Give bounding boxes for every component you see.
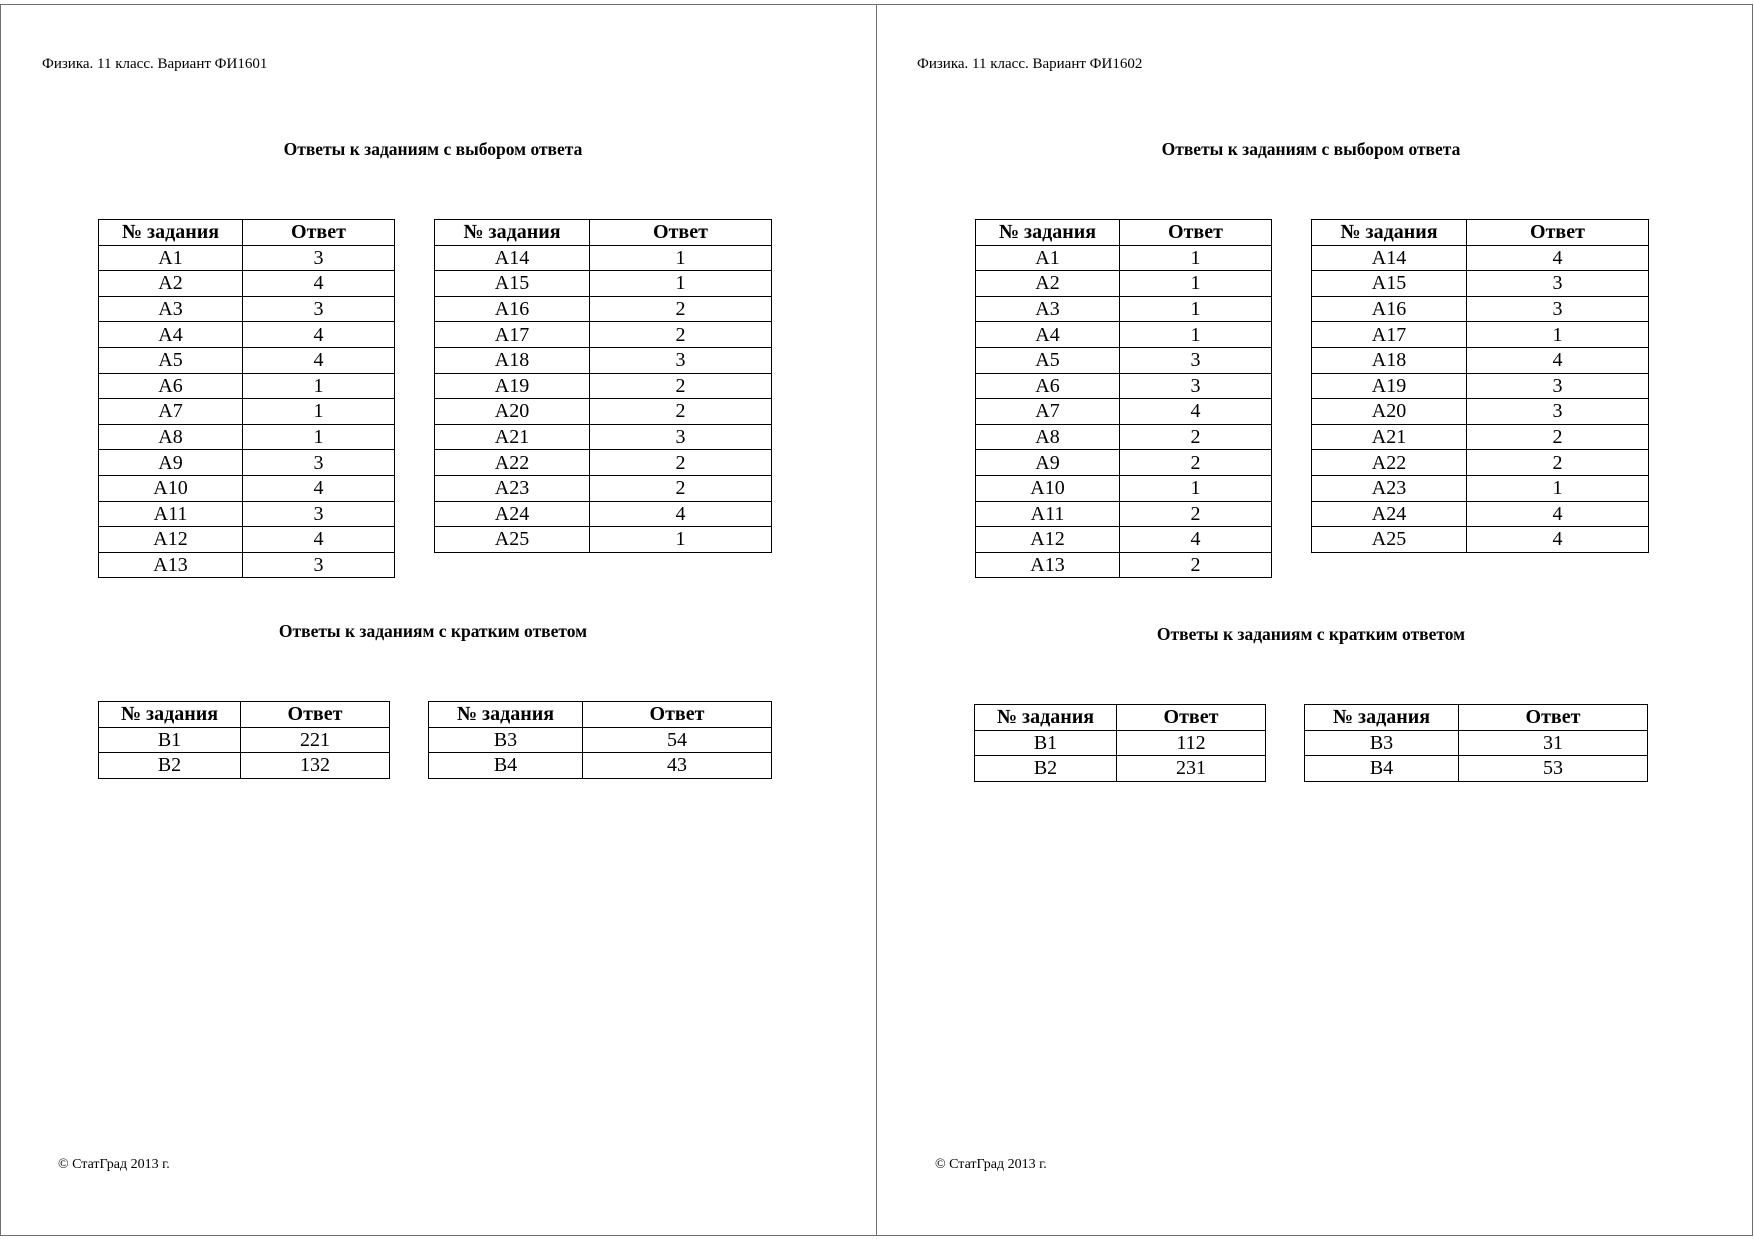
column-header-task: № задания (99, 220, 243, 246)
task-number-cell: A11 (976, 501, 1120, 527)
answer-cell: 4 (1467, 245, 1649, 271)
task-number-cell: A25 (1312, 527, 1467, 553)
table-row (99, 271, 395, 297)
table-row (435, 296, 772, 322)
table-row (976, 501, 1272, 527)
table-row (1312, 347, 1649, 373)
answer-cell: 112 (1117, 730, 1266, 756)
answer-cell: 1 (1120, 245, 1272, 271)
table-header-row (99, 220, 395, 246)
answer-cell: 1 (243, 399, 395, 425)
column-header-answer: Ответ (1117, 705, 1266, 731)
table-header-row (429, 702, 772, 728)
table-row (1305, 756, 1648, 782)
short-answers-table-1 (974, 704, 1266, 782)
table-row (435, 271, 772, 297)
task-number-cell: A3 (99, 296, 243, 322)
table-row (99, 296, 395, 322)
answer-cell: 2 (590, 296, 772, 322)
answer-cell: 4 (590, 501, 772, 527)
column-header-task: № задания (975, 705, 1117, 731)
table-row (1312, 245, 1649, 271)
task-number-cell: A22 (435, 450, 590, 476)
answer-cell: 4 (243, 527, 395, 553)
answer-cell: 3 (590, 424, 772, 450)
answer-cell: 4 (243, 475, 395, 501)
task-number-cell: A14 (1312, 245, 1467, 271)
task-number-cell: B2 (975, 756, 1117, 782)
table-row (976, 527, 1272, 553)
answer-cell: 2 (1120, 552, 1272, 578)
task-number-cell: A11 (99, 501, 243, 527)
table-row (429, 727, 772, 753)
column-header-task: № задания (429, 702, 583, 728)
answer-cell: 221 (241, 727, 390, 753)
answer-cell: 4 (1467, 527, 1649, 553)
column-header-answer: Ответ (583, 702, 772, 728)
table-row (435, 424, 772, 450)
answer-cell: 3 (243, 552, 395, 578)
column-header-task: № задания (976, 220, 1120, 246)
answer-cell: 2 (1120, 424, 1272, 450)
table-row (975, 756, 1266, 782)
answer-cell: 2 (590, 322, 772, 348)
table-row (99, 475, 395, 501)
task-number-cell: B1 (99, 727, 241, 753)
table-row (435, 373, 772, 399)
short-answers-table-2 (1304, 704, 1648, 782)
table-row (99, 527, 395, 553)
answer-cell: 1 (1120, 322, 1272, 348)
task-number-cell: A16 (1312, 296, 1467, 322)
table-row (435, 399, 772, 425)
answer-cell: 2 (1120, 450, 1272, 476)
column-header-answer: Ответ (241, 702, 390, 728)
task-number-cell: A7 (99, 399, 243, 425)
answer-cell: 2 (590, 475, 772, 501)
table-row (976, 245, 1272, 271)
short-answers-table-1 (98, 701, 390, 779)
column-header-task: № задания (1312, 220, 1467, 246)
column-header-task: № задания (99, 702, 241, 728)
answer-cell: 1 (590, 527, 772, 553)
table-header-row (976, 220, 1272, 246)
task-number-cell: B1 (975, 730, 1117, 756)
answer-cell: 1 (590, 245, 772, 271)
task-number-cell: A24 (435, 501, 590, 527)
page-variant-1602 (877, 0, 1753, 1239)
task-number-cell: A17 (1312, 322, 1467, 348)
task-number-cell: A9 (976, 450, 1120, 476)
answer-cell: 3 (1120, 347, 1272, 373)
table-row (99, 450, 395, 476)
task-number-cell: A18 (1312, 347, 1467, 373)
answer-cell: 1 (1120, 475, 1272, 501)
task-number-cell: A25 (435, 527, 590, 553)
table-row (99, 501, 395, 527)
table-row (976, 552, 1272, 578)
answer-cell: 1 (1467, 475, 1649, 501)
choice-answers-table-1 (98, 219, 395, 578)
column-header-answer: Ответ (243, 220, 395, 246)
task-number-cell: A12 (976, 527, 1120, 553)
column-header-task: № задания (1305, 705, 1459, 731)
table-row (435, 245, 772, 271)
answer-cell: 4 (243, 322, 395, 348)
choice-answers-table-2 (434, 219, 772, 553)
task-number-cell: A7 (976, 399, 1120, 425)
task-number-cell: A1 (99, 245, 243, 271)
task-number-cell: A15 (435, 271, 590, 297)
task-number-cell: A1 (976, 245, 1120, 271)
table-row (435, 347, 772, 373)
task-number-cell: A10 (976, 475, 1120, 501)
answer-cell: 1 (1120, 296, 1272, 322)
table-row (976, 450, 1272, 476)
task-number-cell: A8 (976, 424, 1120, 450)
table-row (1312, 296, 1649, 322)
answer-cell: 2 (1467, 450, 1649, 476)
task-number-cell: A23 (435, 475, 590, 501)
table-header-row (1305, 705, 1648, 731)
column-header-task: № задания (435, 220, 590, 246)
answer-cell: 4 (243, 347, 395, 373)
task-number-cell: A13 (99, 552, 243, 578)
table-row (976, 296, 1272, 322)
answer-cell: 2 (590, 399, 772, 425)
table-row (435, 527, 772, 553)
task-number-cell: A21 (435, 424, 590, 450)
table-row (435, 475, 772, 501)
answer-cell: 2 (590, 373, 772, 399)
answer-cell: 231 (1117, 756, 1266, 782)
table-row (429, 753, 772, 779)
table-row (1312, 271, 1649, 297)
table-row (976, 424, 1272, 450)
task-number-cell: A20 (1312, 399, 1467, 425)
task-number-cell: A3 (976, 296, 1120, 322)
answer-cell: 132 (241, 753, 390, 779)
table-row (1312, 450, 1649, 476)
column-header-answer: Ответ (1467, 220, 1649, 246)
answer-cell: 3 (1467, 296, 1649, 322)
table-row (435, 322, 772, 348)
answer-cell: 31 (1459, 730, 1648, 756)
task-number-cell: A14 (435, 245, 590, 271)
answer-cell: 54 (583, 727, 772, 753)
answer-cell: 43 (583, 753, 772, 779)
table-row (99, 399, 395, 425)
answer-cell: 1 (1467, 322, 1649, 348)
task-number-cell: A8 (99, 424, 243, 450)
task-number-cell: A9 (99, 450, 243, 476)
task-number-cell: A10 (99, 475, 243, 501)
task-number-cell: B4 (429, 753, 583, 779)
table-row (99, 552, 395, 578)
answer-cell: 3 (243, 450, 395, 476)
page-footer: © СтатГрад 2013 г. (935, 1157, 1047, 1172)
choice-answers-table-1 (975, 219, 1272, 578)
table-row (1312, 475, 1649, 501)
table-row (1305, 730, 1648, 756)
table-row (99, 373, 395, 399)
table-row (976, 347, 1272, 373)
task-number-cell: A4 (99, 322, 243, 348)
table-row (1312, 501, 1649, 527)
answer-cell: 4 (1120, 399, 1272, 425)
table-header-row (99, 702, 390, 728)
answer-cell: 3 (243, 245, 395, 271)
task-number-cell: A19 (435, 373, 590, 399)
task-number-cell: A21 (1312, 424, 1467, 450)
table-row (99, 245, 395, 271)
task-number-cell: A4 (976, 322, 1120, 348)
table-row (1312, 424, 1649, 450)
table-header-row (975, 705, 1266, 731)
table-row (99, 424, 395, 450)
table-row (1312, 527, 1649, 553)
task-number-cell: A6 (976, 373, 1120, 399)
column-header-answer: Ответ (590, 220, 772, 246)
answer-cell: 3 (1120, 373, 1272, 399)
page-header: Физика. 11 класс. Вариант ФИ1602 (917, 56, 1143, 72)
table-row (1312, 373, 1649, 399)
answer-cell: 4 (1467, 347, 1649, 373)
answer-cell: 3 (1467, 373, 1649, 399)
task-number-cell: A12 (99, 527, 243, 553)
section-title-short: Ответы к заданиям с кратким ответом (278, 621, 588, 641)
column-header-answer: Ответ (1120, 220, 1272, 246)
table-header-row (1312, 220, 1649, 246)
task-number-cell: A23 (1312, 475, 1467, 501)
answer-cell: 3 (243, 501, 395, 527)
answer-cell: 3 (1467, 271, 1649, 297)
task-number-cell: A6 (99, 373, 243, 399)
answer-cell: 4 (1120, 527, 1272, 553)
task-number-cell: A22 (1312, 450, 1467, 476)
table-row (1312, 399, 1649, 425)
answer-cell: 3 (590, 347, 772, 373)
short-answers-table-2 (428, 701, 772, 779)
answer-cell: 4 (1467, 501, 1649, 527)
task-number-cell: A13 (976, 552, 1120, 578)
section-title-choice: Ответы к заданиям с выбором ответа (283, 139, 583, 159)
section-title-short: Ответы к заданиям с кратким ответом (1156, 624, 1466, 644)
table-row (435, 501, 772, 527)
task-number-cell: A5 (976, 347, 1120, 373)
answer-cell: 1 (243, 424, 395, 450)
task-number-cell: A2 (99, 271, 243, 297)
section-title-choice: Ответы к заданиям с выбором ответа (1161, 139, 1461, 159)
table-row (975, 730, 1266, 756)
answer-cell: 1 (590, 271, 772, 297)
answer-cell: 3 (1467, 399, 1649, 425)
table-row (99, 347, 395, 373)
table-row (976, 475, 1272, 501)
answer-cell: 2 (1467, 424, 1649, 450)
table-row (99, 753, 390, 779)
task-number-cell: A24 (1312, 501, 1467, 527)
task-number-cell: A20 (435, 399, 590, 425)
page-footer: © СтатГрад 2013 г. (58, 1157, 170, 1172)
answer-cell: 4 (243, 271, 395, 297)
task-number-cell: A16 (435, 296, 590, 322)
task-number-cell: B3 (429, 727, 583, 753)
page-header: Физика. 11 класс. Вариант ФИ1601 (42, 56, 268, 72)
answer-cell: 2 (1120, 501, 1272, 527)
task-number-cell: B4 (1305, 756, 1459, 782)
table-row (1312, 322, 1649, 348)
answer-cell: 3 (243, 296, 395, 322)
table-header-row (435, 220, 772, 246)
answer-cell: 2 (590, 450, 772, 476)
table-row (99, 322, 395, 348)
table-row (976, 271, 1272, 297)
table-row (976, 399, 1272, 425)
answer-cell: 53 (1459, 756, 1648, 782)
answer-cell: 1 (243, 373, 395, 399)
table-row (99, 727, 390, 753)
table-row (976, 373, 1272, 399)
column-header-answer: Ответ (1459, 705, 1648, 731)
task-number-cell: A15 (1312, 271, 1467, 297)
choice-answers-table-2 (1311, 219, 1649, 553)
task-number-cell: A5 (99, 347, 243, 373)
page-variant-1601 (0, 0, 876, 1239)
task-number-cell: A18 (435, 347, 590, 373)
answer-cell: 1 (1120, 271, 1272, 297)
task-number-cell: B2 (99, 753, 241, 779)
task-number-cell: A17 (435, 322, 590, 348)
table-row (976, 322, 1272, 348)
table-row (435, 450, 772, 476)
task-number-cell: A2 (976, 271, 1120, 297)
task-number-cell: B3 (1305, 730, 1459, 756)
task-number-cell: A19 (1312, 373, 1467, 399)
